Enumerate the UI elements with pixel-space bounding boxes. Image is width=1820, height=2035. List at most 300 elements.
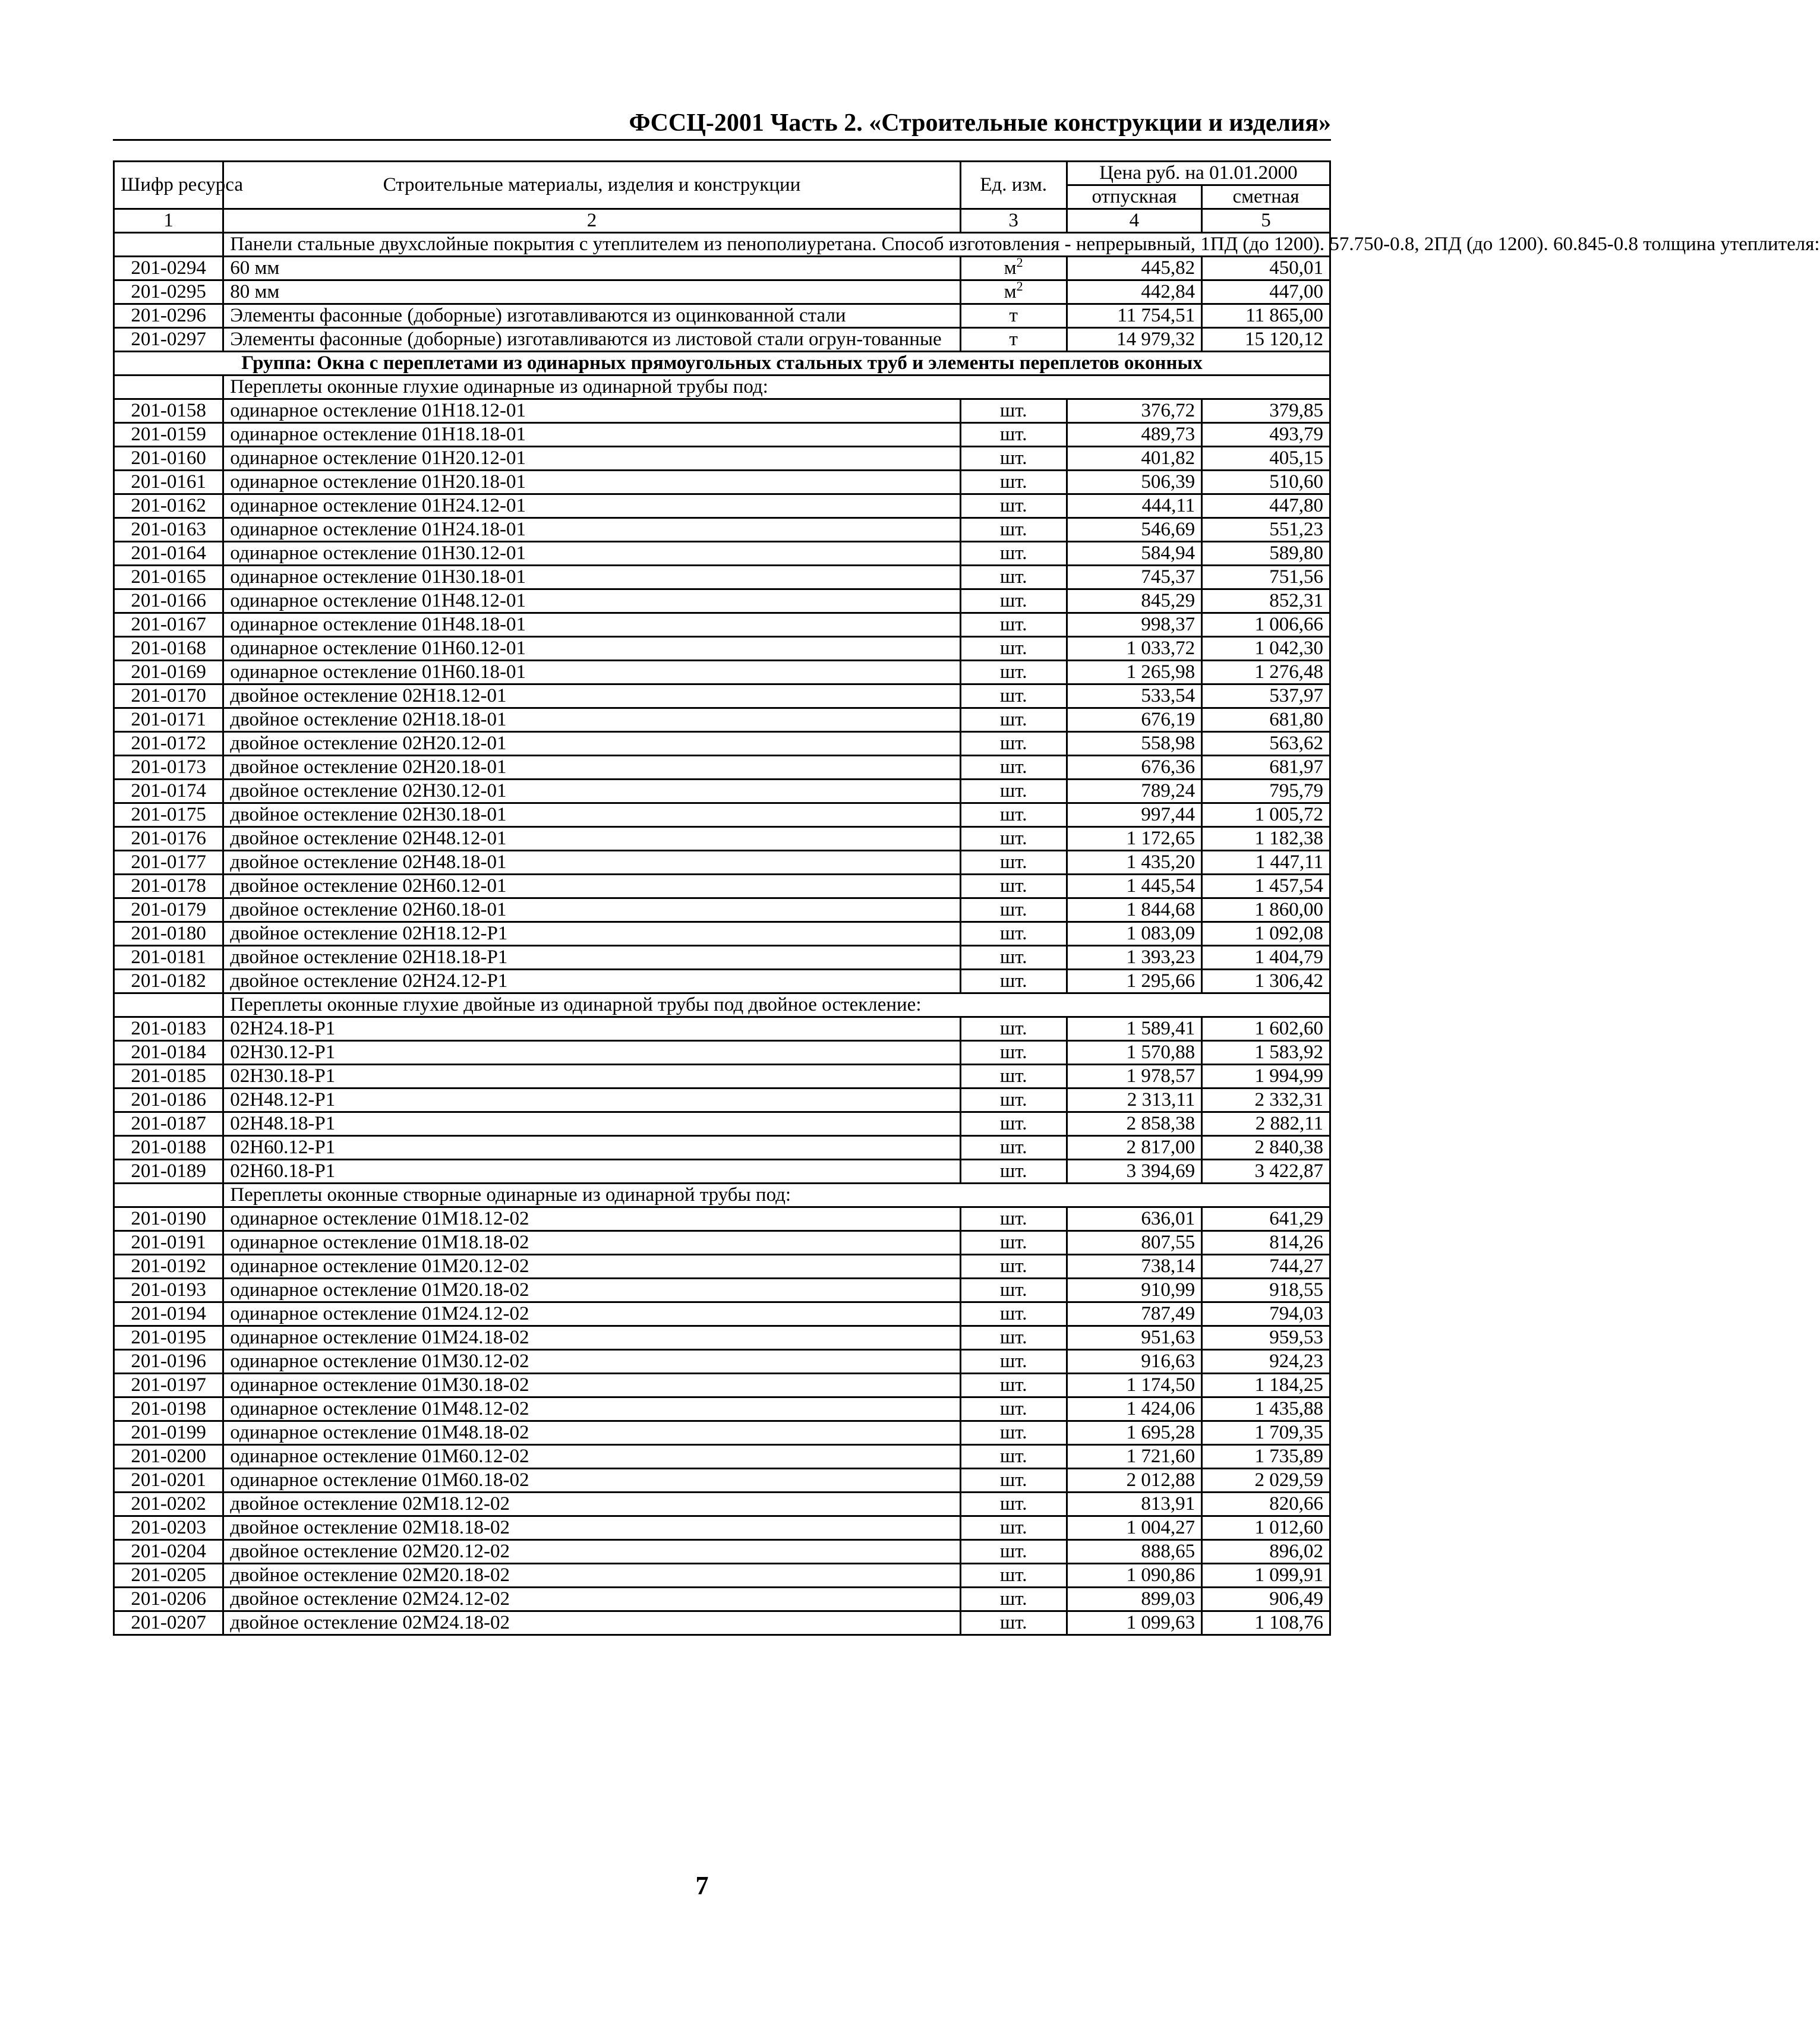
- resource-code: 201-0184: [114, 1041, 223, 1065]
- resource-code: 201-0205: [114, 1564, 223, 1588]
- table-row: [114, 732, 1330, 756]
- estimate-price: 1 184,25: [1202, 1374, 1330, 1397]
- resource-code: 201-0204: [114, 1540, 223, 1564]
- unit-text: шт.: [999, 1113, 1027, 1134]
- release-price: 676,19: [1067, 708, 1201, 732]
- table-row: [114, 1588, 1330, 1611]
- table-row: [114, 1279, 1330, 1302]
- unit-text: шт.: [999, 709, 1027, 730]
- item-unit: [960, 946, 1067, 970]
- table-row: [114, 970, 1330, 993]
- item-unit: [960, 1350, 1067, 1374]
- resource-code: 201-0187: [114, 1112, 223, 1136]
- release-price: 1 004,27: [1067, 1516, 1201, 1540]
- resource-code: 201-0201: [114, 1469, 223, 1493]
- item-name: 02Н48.12-Р1: [223, 1089, 960, 1112]
- unit-superscript: 2: [1016, 279, 1023, 294]
- estimate-price: 589,80: [1202, 542, 1330, 566]
- table-row: [114, 1160, 1330, 1184]
- item-name: одинарное остекление 01М30.18-02: [223, 1374, 960, 1397]
- table-row: [114, 1065, 1330, 1089]
- table-row: [114, 1136, 1330, 1160]
- table-row: [114, 661, 1330, 684]
- release-price: 636,01: [1067, 1207, 1201, 1231]
- estimate-price: 751,56: [1202, 566, 1330, 589]
- estimate-price: 537,97: [1202, 684, 1330, 708]
- estimate-price: 510,60: [1202, 471, 1330, 494]
- unit-text: шт.: [999, 1089, 1027, 1110]
- estimate-price: 795,79: [1202, 780, 1330, 803]
- subheading-row: [114, 376, 1330, 399]
- item-unit: [960, 518, 1067, 542]
- table-row: [114, 1207, 1330, 1231]
- release-price: 2 817,00: [1067, 1136, 1201, 1160]
- item-name: двойное остекление 02Н48.12-01: [223, 827, 960, 851]
- item-name: двойное остекление 02М24.12-02: [223, 1588, 960, 1611]
- unit-text: м: [1004, 281, 1017, 302]
- subheading-spacer: [114, 376, 223, 399]
- item-name: одинарное остекление 01Н20.18-01: [223, 471, 960, 494]
- unit-text: шт.: [999, 638, 1027, 659]
- unit-text: шт.: [999, 614, 1027, 635]
- release-price: 1 978,57: [1067, 1065, 1201, 1089]
- item-name: 02Н24.18-Р1: [223, 1017, 960, 1041]
- item-name: 02Н48.18-Р1: [223, 1112, 960, 1136]
- estimate-price: 2 840,38: [1202, 1136, 1330, 1160]
- release-price: 951,63: [1067, 1326, 1201, 1350]
- unit-text: шт.: [999, 424, 1027, 445]
- column-number: 4: [1067, 209, 1201, 233]
- item-unit: [960, 1611, 1067, 1635]
- item-unit: [960, 1493, 1067, 1516]
- release-price: 998,37: [1067, 613, 1201, 637]
- item-unit: [960, 1516, 1067, 1540]
- table-row: [114, 280, 1330, 304]
- estimate-price: 450,01: [1202, 257, 1330, 280]
- release-price: 1 083,09: [1067, 922, 1201, 946]
- item-name: двойное остекление 02М18.18-02: [223, 1516, 960, 1540]
- resource-code: 201-0200: [114, 1445, 223, 1469]
- table-row: [114, 1493, 1330, 1516]
- item-name: одинарное остекление 01М48.12-02: [223, 1397, 960, 1421]
- item-name: двойное остекление 02Н30.18-01: [223, 803, 960, 827]
- resource-code: 201-0191: [114, 1231, 223, 1255]
- item-name: одинарное остекление 01Н20.12-01: [223, 447, 960, 471]
- item-unit: [960, 1255, 1067, 1279]
- resource-code: 201-0180: [114, 922, 223, 946]
- table-row: [114, 875, 1330, 898]
- item-name: одинарное остекление 01Н24.12-01: [223, 494, 960, 518]
- estimate-price: 852,31: [1202, 589, 1330, 613]
- item-unit: [960, 970, 1067, 993]
- unit-text: шт.: [999, 804, 1027, 825]
- resource-code: 201-0192: [114, 1255, 223, 1279]
- estimate-price: 2 029,59: [1202, 1469, 1330, 1493]
- unit-text: шт.: [999, 1232, 1027, 1253]
- column-header-unit: Ед. изм.: [960, 162, 1067, 209]
- estimate-price: 1 012,60: [1202, 1516, 1330, 1540]
- unit-text: шт.: [999, 1517, 1027, 1538]
- unit-text: шт.: [999, 447, 1027, 469]
- unit-text: шт.: [999, 1469, 1027, 1491]
- unit-text: шт.: [999, 780, 1027, 802]
- item-unit: [960, 1041, 1067, 1065]
- release-price: 489,73: [1067, 423, 1201, 447]
- item-name: одинарное остекление 01М18.18-02: [223, 1231, 960, 1255]
- release-price: 546,69: [1067, 518, 1201, 542]
- unit-text: шт.: [999, 1493, 1027, 1515]
- table-row: [114, 684, 1330, 708]
- estimate-price: 2 332,31: [1202, 1089, 1330, 1112]
- estimate-price: 918,55: [1202, 1279, 1330, 1302]
- item-name: одинарное остекление 01М30.12-02: [223, 1350, 960, 1374]
- resource-code: 201-0195: [114, 1326, 223, 1350]
- release-price: 2 858,38: [1067, 1112, 1201, 1136]
- table-row: [114, 1611, 1330, 1635]
- item-unit: [960, 1231, 1067, 1255]
- estimate-price: 493,79: [1202, 423, 1330, 447]
- estimate-price: 681,80: [1202, 708, 1330, 732]
- subheading-row: [114, 1184, 1330, 1207]
- release-price: 444,11: [1067, 494, 1201, 518]
- item-unit: [960, 661, 1067, 684]
- item-unit: [960, 1017, 1067, 1041]
- column-header-release: отпускная: [1067, 185, 1201, 209]
- unit-text: шт.: [999, 1398, 1027, 1419]
- item-name: 02Н30.18-Р1: [223, 1065, 960, 1089]
- column-header-name: Строительные материалы, изделия и конструкции: [223, 162, 960, 209]
- unit-text: т: [1009, 305, 1018, 326]
- unit-text: шт.: [999, 1446, 1027, 1467]
- table-header-row: [114, 162, 1330, 185]
- estimate-price: 1 602,60: [1202, 1017, 1330, 1041]
- item-name: двойное остекление 02М24.18-02: [223, 1611, 960, 1635]
- item-name: одинарное остекление 01М60.12-02: [223, 1445, 960, 1469]
- item-unit: [960, 1112, 1067, 1136]
- item-name: одинарное остекление 01Н60.12-01: [223, 637, 960, 661]
- release-price: 738,14: [1067, 1255, 1201, 1279]
- item-name: двойное остекление 02Н30.12-01: [223, 780, 960, 803]
- unit-text: шт.: [999, 1588, 1027, 1610]
- estimate-price: 959,53: [1202, 1326, 1330, 1350]
- item-name: двойное остекление 02Н20.18-01: [223, 756, 960, 780]
- release-price: 1 435,20: [1067, 851, 1201, 875]
- table-row: [114, 1421, 1330, 1445]
- unit-text: шт.: [999, 542, 1027, 564]
- resource-code: 201-0296: [114, 304, 223, 328]
- item-unit: [960, 875, 1067, 898]
- table-row: [114, 803, 1330, 827]
- resource-code: 201-0190: [114, 1207, 223, 1231]
- estimate-price: 1 709,35: [1202, 1421, 1330, 1445]
- table-row: [114, 399, 1330, 423]
- estimate-price: 379,85: [1202, 399, 1330, 423]
- resource-code: 201-0159: [114, 423, 223, 447]
- release-price: 1 721,60: [1067, 1445, 1201, 1469]
- table-row: [114, 257, 1330, 280]
- section-subheading: Панели стальные двухслойные покрытия с утеплителем из пенополиуретана. Способ изготовления - непрерывный, 1ПД (до 1200). 57.750-0.8, 2ПД (до 1200). 60.845-0.8 толщина утеплителя:: [223, 233, 1330, 257]
- resource-code: 201-0199: [114, 1421, 223, 1445]
- release-price: 1 393,23: [1067, 946, 1201, 970]
- table-row: [114, 827, 1330, 851]
- estimate-price: 1 276,48: [1202, 661, 1330, 684]
- resource-code: 201-0173: [114, 756, 223, 780]
- item-unit: [960, 1136, 1067, 1160]
- unit-text: шт.: [999, 590, 1027, 611]
- item-unit: [960, 566, 1067, 589]
- table-row: [114, 898, 1330, 922]
- unit-text: шт.: [999, 1137, 1027, 1158]
- unit-text: шт.: [999, 946, 1027, 968]
- table-row: [114, 1112, 1330, 1136]
- page-number: 7: [695, 1871, 709, 1900]
- table-row: [114, 922, 1330, 946]
- item-name: двойное остекление 02Н24.12-Р1: [223, 970, 960, 993]
- table-row: [114, 1564, 1330, 1588]
- resource-code: 201-0203: [114, 1516, 223, 1540]
- item-name: двойное остекление 02Н60.12-01: [223, 875, 960, 898]
- unit-text: шт.: [999, 1351, 1027, 1372]
- resource-code: 201-0165: [114, 566, 223, 589]
- item-unit: [960, 471, 1067, 494]
- header-rule: [113, 139, 1331, 141]
- unit-text: шт.: [999, 1327, 1027, 1348]
- resource-code: 201-0169: [114, 661, 223, 684]
- item-name: двойное остекление 02М20.12-02: [223, 1540, 960, 1564]
- release-price: 1 445,54: [1067, 875, 1201, 898]
- release-price: 813,91: [1067, 1493, 1201, 1516]
- release-price: 787,49: [1067, 1302, 1201, 1326]
- release-price: 2 313,11: [1067, 1089, 1201, 1112]
- table-row: [114, 946, 1330, 970]
- resource-code: 201-0164: [114, 542, 223, 566]
- unit-text: м: [1004, 257, 1017, 279]
- estimate-price: 1 092,08: [1202, 922, 1330, 946]
- release-price: 445,82: [1067, 257, 1201, 280]
- item-unit: [960, 1089, 1067, 1112]
- item-unit: [960, 708, 1067, 732]
- item-name: одинарное остекление 01Н24.18-01: [223, 518, 960, 542]
- table-row: [114, 1516, 1330, 1540]
- release-price: 789,24: [1067, 780, 1201, 803]
- item-name: 02Н30.12-Р1: [223, 1041, 960, 1065]
- table-row: [114, 1302, 1330, 1326]
- item-name: двойное остекление 02Н48.18-01: [223, 851, 960, 875]
- release-price: 916,63: [1067, 1350, 1201, 1374]
- resource-code: 201-0188: [114, 1136, 223, 1160]
- unit-text: шт.: [999, 1279, 1027, 1301]
- subheading-row: [114, 233, 1330, 257]
- table-row: [114, 304, 1330, 328]
- table-row: [114, 471, 1330, 494]
- item-unit: [960, 1326, 1067, 1350]
- estimate-price: 447,80: [1202, 494, 1330, 518]
- unit-text: шт.: [999, 875, 1027, 897]
- item-unit: [960, 1445, 1067, 1469]
- table-row: [114, 566, 1330, 589]
- table-row: [114, 1255, 1330, 1279]
- estimate-price: 896,02: [1202, 1540, 1330, 1564]
- resource-code: 201-0172: [114, 732, 223, 756]
- table-row: [114, 423, 1330, 447]
- resource-code: 201-0196: [114, 1350, 223, 1374]
- resource-code: 201-0177: [114, 851, 223, 875]
- estimate-price: 405,15: [1202, 447, 1330, 471]
- table-row: [114, 589, 1330, 613]
- unit-text: шт.: [999, 519, 1027, 540]
- release-price: 807,55: [1067, 1231, 1201, 1255]
- release-price: 1 589,41: [1067, 1017, 1201, 1041]
- item-name: одинарное остекление 01М20.12-02: [223, 1255, 960, 1279]
- item-name: одинарное остекление 01Н18.18-01: [223, 423, 960, 447]
- resource-code: 201-0160: [114, 447, 223, 471]
- table-row: [114, 1397, 1330, 1421]
- unit-text: шт.: [999, 661, 1027, 683]
- item-unit: [960, 851, 1067, 875]
- column-number: 2: [223, 209, 960, 233]
- resource-code: 201-0207: [114, 1611, 223, 1635]
- item-name: двойное остекление 02Н60.18-01: [223, 898, 960, 922]
- item-unit: [960, 756, 1067, 780]
- resource-code: 201-0167: [114, 613, 223, 637]
- table-row: [114, 1469, 1330, 1493]
- estimate-price: 1 005,72: [1202, 803, 1330, 827]
- release-price: 2 012,88: [1067, 1469, 1201, 1493]
- item-name: одинарное остекление 01Н30.12-01: [223, 542, 960, 566]
- unit-text: шт.: [999, 1303, 1027, 1324]
- item-unit: [960, 328, 1067, 352]
- estimate-price: 1 583,92: [1202, 1041, 1330, 1065]
- table-row: [114, 1326, 1330, 1350]
- unit-text: шт.: [999, 1065, 1027, 1087]
- estimate-price: 447,00: [1202, 280, 1330, 304]
- item-name: двойное остекление 02М18.12-02: [223, 1493, 960, 1516]
- release-price: 376,72: [1067, 399, 1201, 423]
- table-row: [114, 1017, 1330, 1041]
- item-name: Элементы фасонные (доборные) изготавливаются из листовой стали огрун-тованные: [223, 328, 960, 352]
- price-table: [113, 160, 1820, 1636]
- estimate-price: 641,29: [1202, 1207, 1330, 1231]
- item-unit: [960, 542, 1067, 566]
- release-price: 1 172,65: [1067, 827, 1201, 851]
- unit-text: шт.: [999, 566, 1027, 588]
- column-number: 5: [1202, 209, 1330, 233]
- column-header-price: Цена руб. на 01.01.2000: [1067, 162, 1330, 185]
- release-price: 997,44: [1067, 803, 1201, 827]
- unit-text: шт.: [999, 1042, 1027, 1063]
- table-row: [114, 756, 1330, 780]
- release-price: 745,37: [1067, 566, 1201, 589]
- table-row: [114, 494, 1330, 518]
- unit-text: шт.: [999, 970, 1027, 992]
- resource-code: 201-0162: [114, 494, 223, 518]
- release-price: 584,94: [1067, 542, 1201, 566]
- resource-code: 201-0189: [114, 1160, 223, 1184]
- item-unit: [960, 1207, 1067, 1231]
- estimate-price: 1 994,99: [1202, 1065, 1330, 1089]
- resource-code: 201-0161: [114, 471, 223, 494]
- resource-code: 201-0170: [114, 684, 223, 708]
- resource-code: 201-0168: [114, 637, 223, 661]
- table-row: [114, 1540, 1330, 1564]
- unit-text: шт.: [999, 400, 1027, 421]
- estimate-price: 820,66: [1202, 1493, 1330, 1516]
- unit-text: шт.: [999, 495, 1027, 516]
- item-name: 80 мм: [223, 280, 960, 304]
- item-unit: [960, 257, 1067, 280]
- estimate-price: 1 735,89: [1202, 1445, 1330, 1469]
- item-unit: [960, 637, 1067, 661]
- release-price: 1 844,68: [1067, 898, 1201, 922]
- table-row: [114, 1041, 1330, 1065]
- release-price: 1 033,72: [1067, 637, 1201, 661]
- release-price: 899,03: [1067, 1588, 1201, 1611]
- estimate-price: 1 006,66: [1202, 613, 1330, 637]
- resource-code: 201-0181: [114, 946, 223, 970]
- unit-text: шт.: [999, 1018, 1027, 1039]
- table-row: [114, 1089, 1330, 1112]
- unit-text: шт.: [999, 1255, 1027, 1277]
- unit-text: шт.: [999, 1541, 1027, 1562]
- release-price: 1 570,88: [1067, 1041, 1201, 1065]
- release-price: 558,98: [1067, 732, 1201, 756]
- item-unit: [960, 447, 1067, 471]
- estimate-price: 563,62: [1202, 732, 1330, 756]
- subheading-row: [114, 993, 1330, 1017]
- item-unit: [960, 304, 1067, 328]
- group-label: Группа:: [241, 352, 313, 374]
- item-unit: [960, 1564, 1067, 1588]
- section-subheading: Переплеты оконные глухие двойные из одинарной трубы под двойное остекление:: [223, 993, 1330, 1017]
- unit-text: шт.: [999, 685, 1027, 706]
- item-name: одинарное остекление 01М48.18-02: [223, 1421, 960, 1445]
- unit-text: шт.: [999, 1422, 1027, 1443]
- item-unit: [960, 280, 1067, 304]
- unit-superscript: 2: [1016, 255, 1023, 270]
- item-unit: [960, 922, 1067, 946]
- item-name: двойное остекление 02М20.18-02: [223, 1564, 960, 1588]
- release-price: 14 979,32: [1067, 328, 1201, 352]
- item-name: 02Н60.12-Р1: [223, 1136, 960, 1160]
- table-row: [114, 613, 1330, 637]
- estimate-price: 551,23: [1202, 518, 1330, 542]
- unit-text: т: [1009, 329, 1018, 350]
- estimate-price: 794,03: [1202, 1302, 1330, 1326]
- estimate-price: 814,26: [1202, 1231, 1330, 1255]
- release-price: 1 090,86: [1067, 1564, 1201, 1588]
- release-price: 1 099,63: [1067, 1611, 1201, 1635]
- estimate-price: 1 306,42: [1202, 970, 1330, 993]
- resource-code: 201-0206: [114, 1588, 223, 1611]
- table-row: [114, 780, 1330, 803]
- unit-text: шт.: [999, 1208, 1027, 1229]
- release-price: 910,99: [1067, 1279, 1201, 1302]
- resource-code: 201-0171: [114, 708, 223, 732]
- resource-code: 201-0297: [114, 328, 223, 352]
- release-price: 533,54: [1067, 684, 1201, 708]
- column-number-row: [114, 209, 1330, 233]
- item-name: одинарное остекление 01М60.18-02: [223, 1469, 960, 1493]
- release-price: 845,29: [1067, 589, 1201, 613]
- table-row: [114, 328, 1330, 352]
- estimate-price: 1 447,11: [1202, 851, 1330, 875]
- item-unit: [960, 827, 1067, 851]
- resource-code: 201-0176: [114, 827, 223, 851]
- resource-code: 201-0202: [114, 1493, 223, 1516]
- item-unit: [960, 1421, 1067, 1445]
- resource-code: 201-0158: [114, 399, 223, 423]
- resource-code: 201-0175: [114, 803, 223, 827]
